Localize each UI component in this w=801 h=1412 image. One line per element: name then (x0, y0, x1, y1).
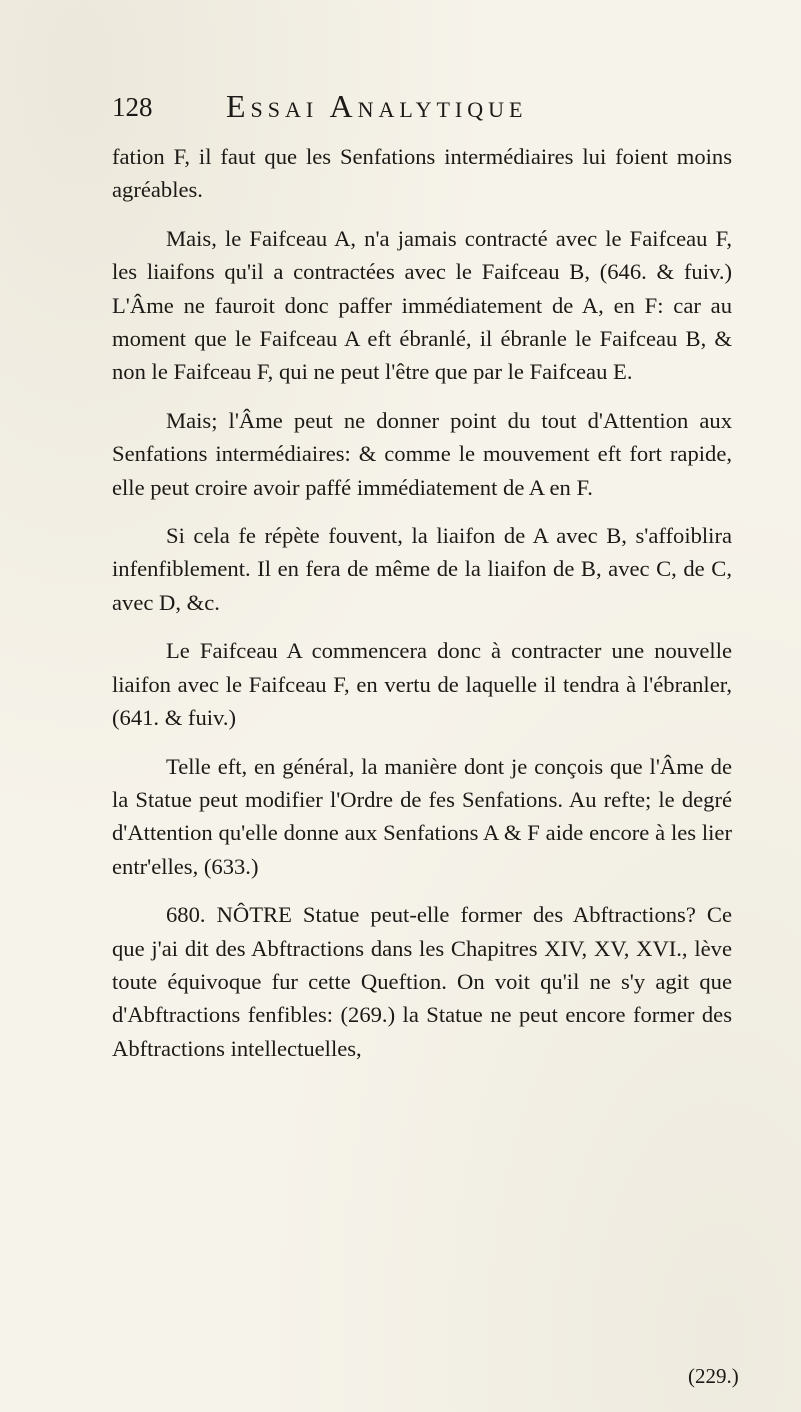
paragraph: Telle eft, en général, la manière dont je conçois que l'Âme de la Statue peut modifier l'Ordre de fes Senfations. Au refte; le degré d'Attention qu'elle donne aux Senfations A & F aide encore à les lier entr'elles, (633.) (112, 753, 732, 879)
paragraph: Si cela fe répète fouvent, la liaifon de A avec B, s'affoiblira infenfiblement. Il en fera de même de la liaifon de B, avec C, de C, avec D, &c. (112, 523, 732, 615)
paragraph: Mais; l'Âme peut ne donner point du tout d'Attention aux Senfations intermédiaires: & comme le mouvement eft fort rapide, elle peut croire avoir paffé immédiatement de A en F. (112, 407, 732, 500)
paragraph-continuation: fation F, il faut que les Senfations intermédiaires lui foient moins agréables. (112, 144, 732, 203)
body-text (112, 140, 732, 1065)
page-header (112, 88, 732, 124)
paragraph: Le Faifceau A commencera donc à contracter une nouvelle liaifon avec le Faifceau F, en vertu de laquelle il tendra à l'ébranler, (641. & fuiv.) (112, 638, 732, 731)
paragraph: Mais, le Faifceau A, n'a jamais contracté avec le Faifceau F, les liaifons qu'il a contractées avec le Faifceau B, (646. & fuiv.) L'Âme ne fauroit donc paffer immédiatement de A, en F: car au moment que le Faifceau A eft ébranlé, il ébranle le Faifceau B, & non le Faifceau F, qui ne peut l'être que par le Faifceau E. (112, 225, 732, 385)
running-title: Essai Analytique (226, 88, 528, 124)
paragraph-section-680: 680. NÔTRE Statue peut-elle former des Abftractions? Ce que j'ai dit des Abftractions dans les Chapitres XIV, XV, XVI., lève toute équivoque fur cette Queftion. On voit qu'il ne s'y agit que d'Abftractions fenfibles: (269.) la Statue ne peut encore former des Abftractions intellectuelles, (112, 902, 732, 1061)
catchword: (229.) (688, 1364, 739, 1388)
page-number: 128 (112, 92, 153, 122)
